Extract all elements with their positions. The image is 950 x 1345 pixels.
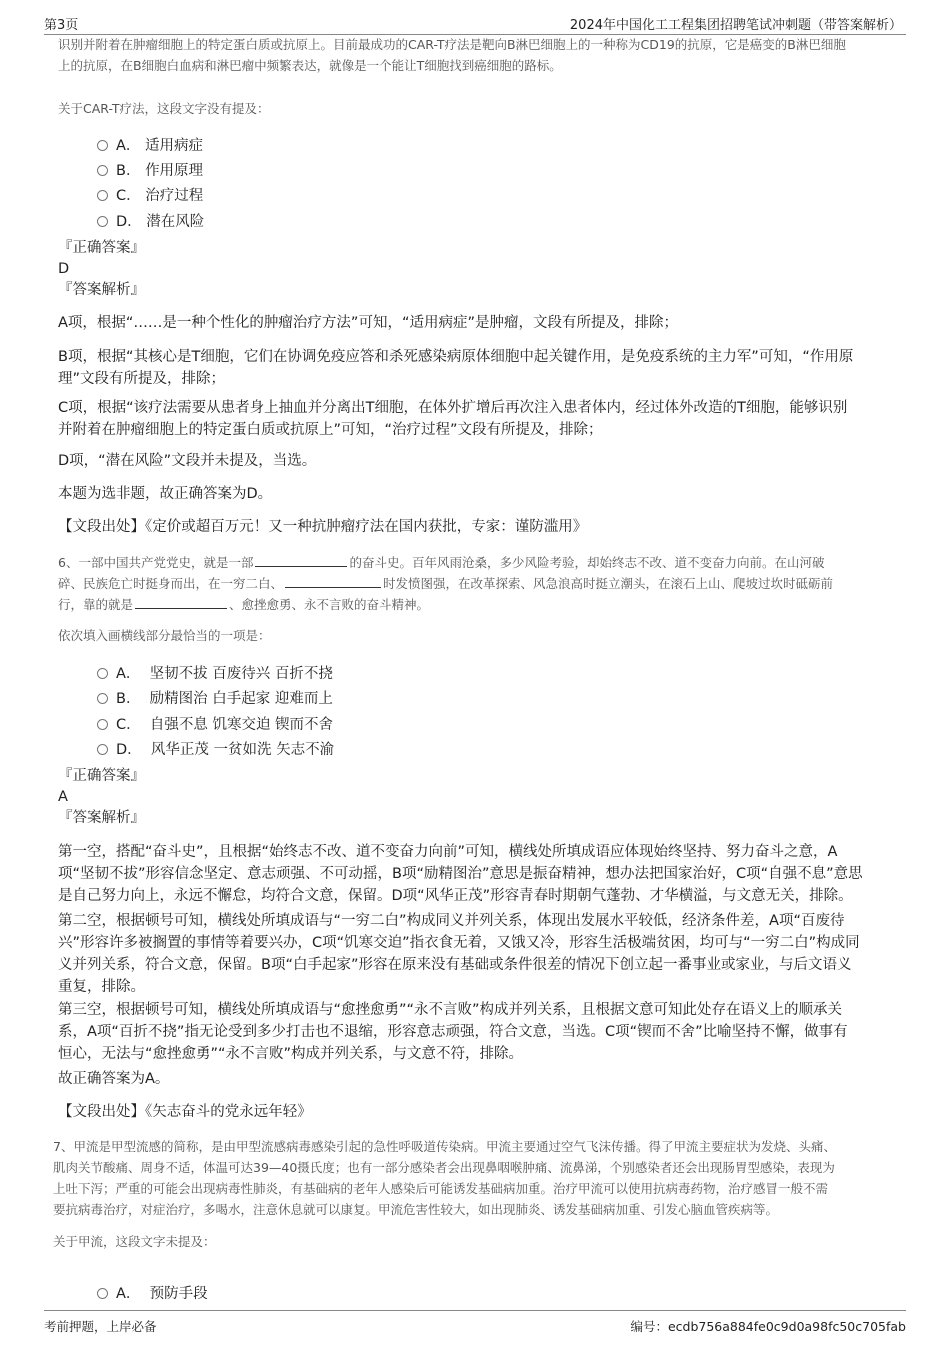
analysis-line: C项，根据“该疗法需要从患者身上抽血并分离出T细胞，在体外扩增后再次注入患者体内，经过体外改造的T细胞，能够识别 [58,400,848,416]
option-text: 适用病症 [145,138,204,154]
q6-option-c[interactable] [97,713,333,735]
q6-passage-line: 碎、民族危亡时挺身而出，在一穷二白、 时发愤图强，在改革探索、风急浪高时挺立潮头，在滚石上山、爬坡过坎时砥砺前 [58,576,834,591]
radio-icon[interactable] [97,744,108,755]
analysis-line: 是自己努力向上，永远不懈怠，均符合文意，保留。D项“风华正茂”形容青春时期朝气蓬勃、才华横溢，与文意无关，排除。 [58,888,853,904]
radio-icon[interactable] [97,140,108,151]
analysis-line: 系，A项“百折不挠”指无论受到多少打击也不退缩，形容意志顽强，符合文意，当选。C项“锲而不舍”比喻坚持不懈，做事有 [58,1024,848,1040]
option-letter: A． [116,666,141,682]
fill-blank-3[interactable] [135,596,227,609]
q6-analysis-para [58,910,860,998]
q6-analysis-para [58,841,863,907]
page-footer [44,1310,906,1341]
radio-icon[interactable] [97,190,108,201]
q5-analysis-para [58,346,853,390]
analysis-line: 第三空，根据顿号可知，横线处所填成语与“愈挫愈勇”“永不言败”构成并列关系，且根据文意可知此处存在语义上的顺承关 [58,1002,843,1018]
q6-analysis-para [58,999,848,1065]
radio-icon[interactable] [97,1288,108,1299]
page-number: 第3页 [44,18,79,33]
q6-passage-line: 6、一部中国共产党党史，就是一部 的奋斗史。百年风雨沧桑，多少风险考验，却始终志不改、道不变奋力向前。在山河破 [58,555,825,570]
analysis-line: 兴”形容许多被搁置的事情等着要兴办，C项“饥寒交迫”指衣食无着，又饿又冷，形容生活极端贫困，均可与“一穷二白”构成同 [58,935,860,951]
document-title: 2024年中国化工工程集团招聘笔试冲刺题（带答案解析） [569,18,902,33]
q7-option-a[interactable] [97,1282,208,1304]
q5-analysis-para [58,483,272,505]
q5-option-d[interactable] [97,210,204,232]
option-letter: A． [116,138,141,154]
radio-icon[interactable] [97,165,108,176]
q6-source: 【文段出处】《矢志奋斗的党永远年轻》 [58,1104,312,1120]
analysis-line: B项，根据“其核心是T细胞，它们在协调免疫应答和杀死感染病原体细胞中起关键作用，是免疫系统的主力军”可知，“作用原 [58,349,854,365]
q5-analysis-para [58,312,678,334]
analysis-line: 第二空，根据顿号可知，横线处所填成语与“一穷二白”构成同义并列关系，体现出发展水平较低，经济条件差，A项“百废待 [58,913,845,929]
option-letter: A． [116,1286,141,1302]
q5-option-b[interactable] [97,159,203,181]
analysis-line: A项，根据“……是一种个性化的肿瘤治疗方法”可知，“适用病症”是肿瘤，文段有所提及，排除； [58,315,678,331]
q7-passage-line: 7、甲流是甲型流感的简称，是由甲型流感病毒感染引起的急性呼吸道传染病。甲流主要通过空气飞沫传播。得了甲流主要症状为发烧、头痛、 [53,1139,836,1154]
q5-passage-line: 识别并附着在肿瘤细胞上的特定蛋白质或抗原上。目前最成功的CAR-T疗法是靶向B淋巴细胞上的一种称为CD19的抗原，它是癌变的B淋巴细胞 [58,37,846,52]
option-letter: D． [116,214,142,230]
q5-passage-line: 上的抗原，在B细胞白血病和淋巴瘤中频繁表达，就像是一个能让T细胞找到癌细胞的路标。 [58,58,562,73]
option-letter: D． [116,742,142,758]
analysis-line: 并附着在肿瘤细胞上的特定蛋白质或抗原上”可知，“治疗过程”文段有所提及，排除； [58,422,603,438]
q6-option-b[interactable] [97,687,333,709]
q5-answer: D [58,261,70,277]
option-text: 预防手段 [149,1286,208,1302]
page-header [44,10,906,35]
q6-analysis-label: 『答案解析』 [58,810,145,826]
q7-passage [53,1136,836,1220]
q5-stem: 关于CAR-T疗法，这段文字没有提及： [58,101,270,116]
radio-icon[interactable] [97,693,108,704]
footer-slogan: 考前押题，上岸必备 [44,1319,157,1334]
analysis-line: D项，“潜在风险”文段并未提及，当选。 [58,453,317,469]
q5-answer-label: 『正确答案』 [58,240,145,256]
option-text: 作用原理 [145,163,204,179]
q6-answer-label: 『正确答案』 [58,768,145,784]
q5-analysis-para [58,450,316,472]
option-text: 潜在风险 [146,214,205,230]
q5-analysis-label: 『答案解析』 [58,282,145,298]
q5-option-c[interactable] [97,184,203,206]
analysis-line: 恒心，无法与“愈挫愈勇”“永不言败”构成并列关系，与文意不符，排除。 [58,1046,524,1062]
analysis-line: 义并列关系，符合文意，保留。B项“白手起家”形容在原来没有基础或条件很差的情况下创立起一番事业或家业，与后文语义 [58,957,852,973]
q6-passage [58,552,833,615]
fill-blank-2[interactable] [285,575,381,588]
fill-blank-1[interactable] [255,554,347,567]
radio-icon[interactable] [97,719,108,730]
q5-source: 【文段出处】《定价或超百万元！又一种抗肿瘤疗法在国内获批，专家：谨防滥用》 [58,519,588,535]
document-code: 编号：ecdb756a884fe0c9d0a98fc50c705fab [630,1319,906,1334]
option-letter: C． [116,717,141,733]
option-text: 治疗过程 [145,188,204,204]
analysis-line: 本题为选非题，故正确答案为D。 [58,486,273,502]
option-letter: B． [116,691,141,707]
q5-passage [58,34,846,76]
q5-analysis-para [58,397,847,441]
q5-option-a[interactable] [97,134,203,156]
q6-option-d[interactable] [97,738,334,760]
option-text: 风华正茂 一贫如洗 矢志不渝 [150,742,335,758]
analysis-line: 重复，排除。 [58,979,145,995]
q6-analysis-para [58,1068,169,1090]
option-letter: C． [116,188,141,204]
q7-passage-line: 肌肉关节酸痛、周身不适，体温可达39—40摄氏度；也有一部分感染者会出现鼻咽喉肿痛、流鼻涕，个别感染者还会出现肠胃型感染，表现为 [53,1160,835,1175]
q7-passage-line: 上吐下泻；严重的可能会出现病毒性肺炎，有基础病的老年人感染后可能诱发基础病加重。治疗甲流可以使用抗病毒药物，治疗感冒一般不需 [53,1181,829,1196]
q6-answer: A [58,789,68,805]
analysis-line: 第一空，搭配“奋斗史”，且根据“始终志不改、道不变奋力向前”可知，横线处所填成语应体现始终坚持、努力奋斗之意，A [58,844,838,860]
q7-stem: 关于甲流，这段文字未提及： [53,1234,216,1249]
analysis-line: 故正确答案为A。 [58,1071,170,1087]
radio-icon[interactable] [97,216,108,227]
radio-icon[interactable] [97,668,108,679]
option-letter: B． [116,163,141,179]
q6-stem: 依次填入画横线部分最恰当的一项是： [58,628,271,643]
analysis-line: 理”文段有所提及，排除； [58,371,226,387]
option-text: 自强不息 饥寒交迫 锲而不舍 [149,717,334,733]
analysis-line: 项“坚韧不拔”形容信念坚定、意志顽强、不可动摇，B项“励精图治”意思是振奋精神，想办法把国家治好，C项“自强不息”意思 [58,866,863,882]
q7-passage-line: 要抗病毒治疗，对症治疗，多喝水，注意休息就可以康复。甲流危害性较大，如出现肺炎、诱发基础病加重、引发心脑血管疾病等。 [53,1202,779,1217]
option-text: 坚韧不拔 百废待兴 百折不挠 [149,666,333,682]
option-text: 励精图治 白手起家 迎难而上 [149,691,333,707]
q6-option-a[interactable] [97,662,333,684]
q6-passage-line: 行，靠的就是 、愈挫愈勇、永不言败的奋斗精神。 [58,597,430,612]
